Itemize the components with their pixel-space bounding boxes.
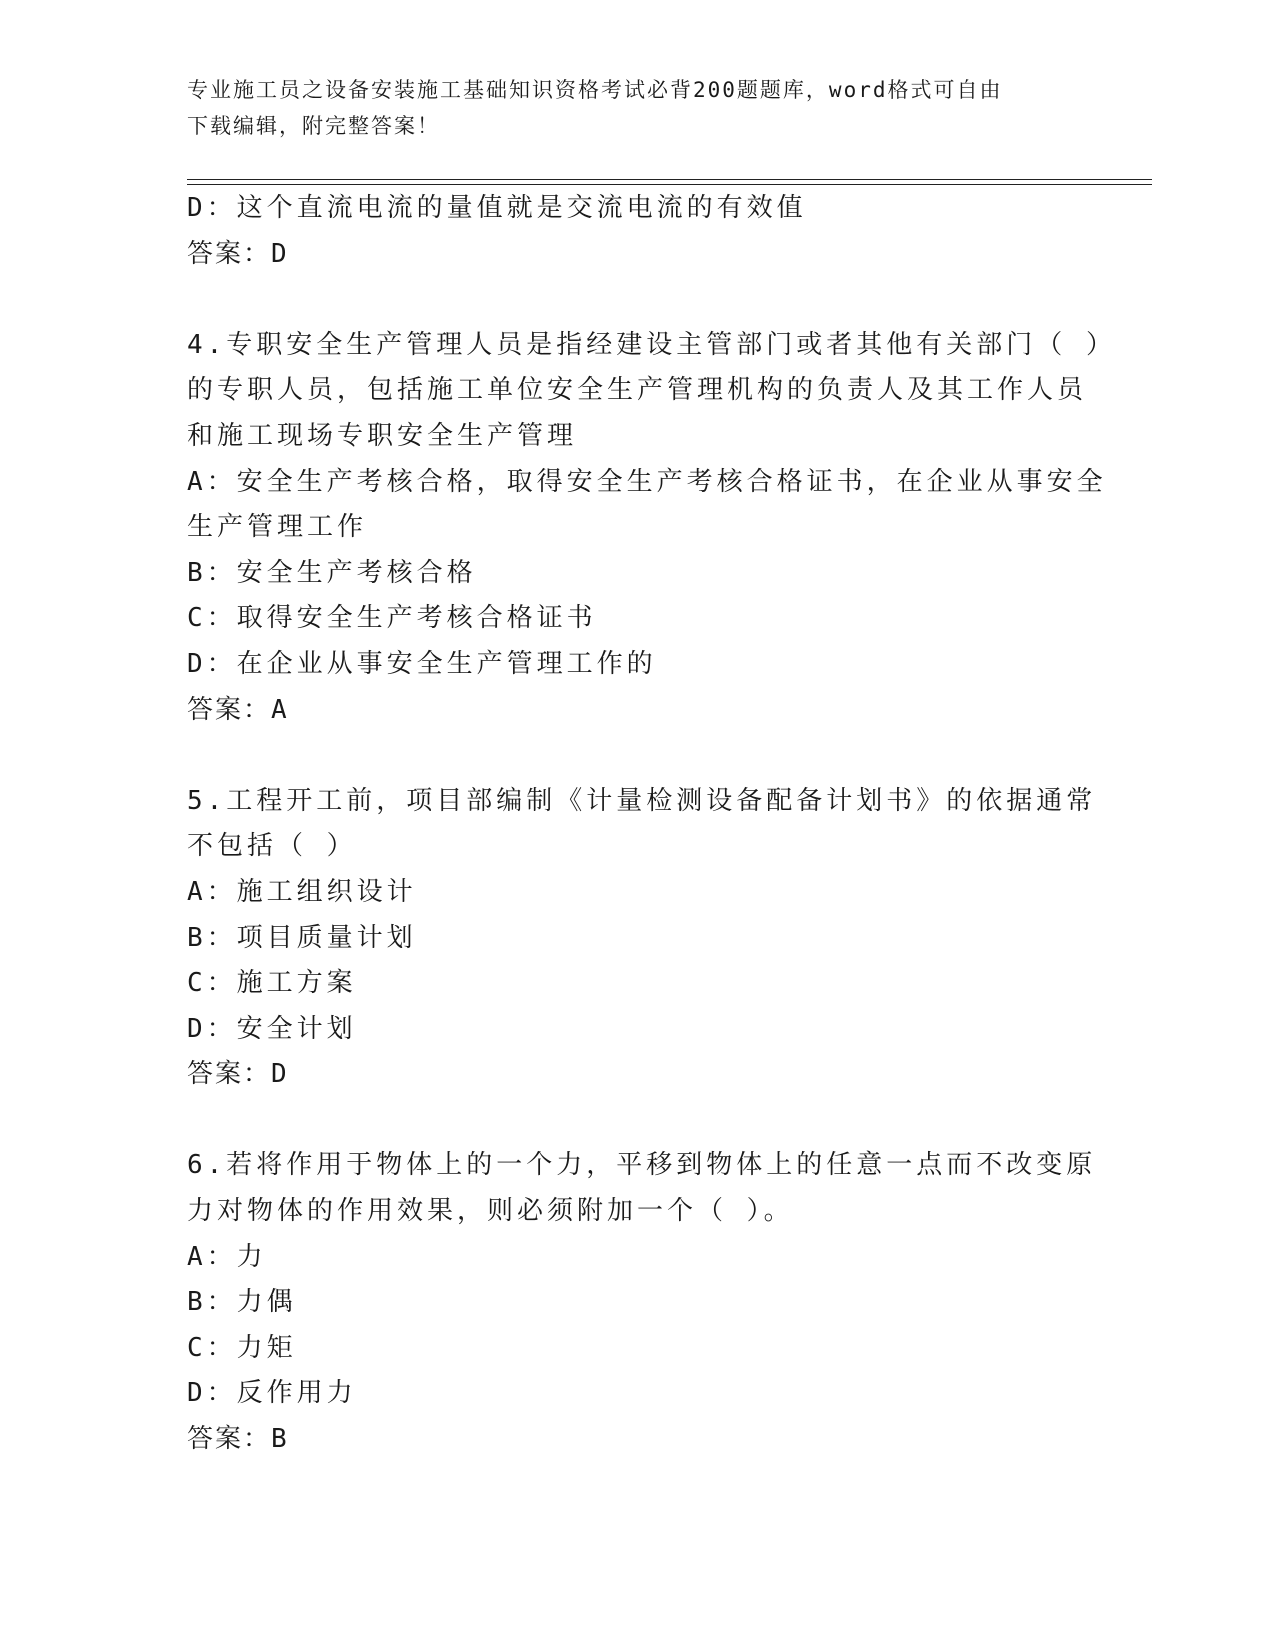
- option-c: C：力矩: [187, 1332, 297, 1363]
- option-d: D：反作用力: [187, 1378, 357, 1409]
- question-3-continued: [187, 186, 1107, 277]
- header-title-line-2: 下载编辑，附完整答案！: [187, 114, 440, 138]
- option-d: D：这个直流电流的量值就是交流电流的有效值: [187, 193, 807, 223]
- option-a: A：施工组织设计: [187, 876, 417, 907]
- answer: 答案：D: [187, 1059, 289, 1090]
- header-divider-bottom: [187, 184, 1152, 185]
- question-stem-line: 4.专职安全生产管理人员是指经建设主管部门或者其他有关部门（ ）: [187, 329, 1116, 360]
- question-6: [187, 1143, 1107, 1462]
- question-stem-line: 不包括（ ）: [187, 831, 357, 862]
- option-b: B：项目质量计划: [187, 922, 417, 953]
- question-stem-line: 的专职人员，包括施工单位安全生产管理机构的负责人及其工作人员: [187, 375, 1088, 406]
- question-stem-line: 和施工现场专职安全生产管理: [187, 420, 578, 451]
- option-b: B：力偶: [187, 1287, 297, 1318]
- option-b: B：安全生产考核合格: [187, 557, 477, 588]
- question-stem-line: 5.工程开工前，项目部编制《计量检测设备配备计划书》的依据通常: [187, 785, 1097, 816]
- answer: 答案：B: [187, 1424, 289, 1455]
- question-5: [187, 779, 1107, 1098]
- header-title-line-1: 专业施工员之设备安装施工基础知识资格考试必背200题题库，word格式可自由: [187, 78, 1003, 102]
- spacer: [187, 1098, 1107, 1144]
- question-4: [187, 323, 1116, 733]
- spacer: [187, 277, 1107, 323]
- option-d: D：在企业从事安全生产管理工作的: [187, 648, 657, 679]
- header-divider-top: [187, 179, 1152, 180]
- option-d: D：安全计划: [187, 1013, 357, 1044]
- question-list: [187, 186, 1116, 1463]
- option-a: A：力: [187, 1241, 267, 1272]
- question-stem-line: 力对物体的作用效果，则必须附加一个（ ）。: [187, 1196, 794, 1227]
- option-a: A：安全生产考核合格，取得安全生产考核合格证书，在企业从事安全: [187, 466, 1107, 497]
- answer: 答案：A: [187, 694, 289, 725]
- question-stem-line: 6.若将作用于物体上的一个力，平移到物体上的任意一点而不改变原: [187, 1150, 1097, 1181]
- option-a-continued: 生产管理工作: [187, 512, 368, 543]
- option-c: C：取得安全生产考核合格证书: [187, 603, 597, 634]
- spacer: [187, 733, 1107, 779]
- answer: 答案：D: [187, 238, 289, 269]
- document-header: [187, 72, 1087, 144]
- option-c: C：施工方案: [187, 968, 357, 999]
